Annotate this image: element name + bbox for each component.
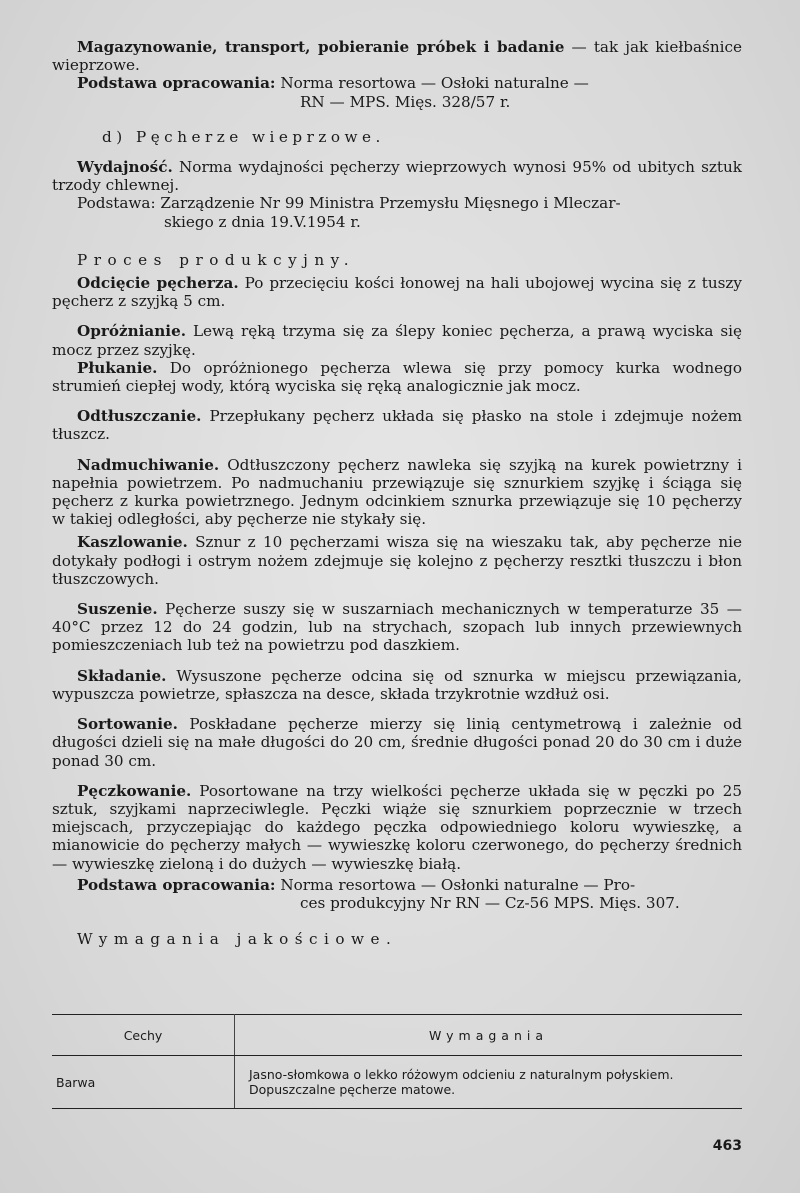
cell-requirement: Jasno-słomkowa o lekko różowym odcieniu z naturalnym połyskiem. Dopuszczalne pęcherze matowe. <box>249 1067 674 1097</box>
process-step-5 <box>52 456 742 529</box>
basis-2-line-b: skiego z dnia 19.V.1954 r. <box>164 212 361 231</box>
process-step-7 <box>52 600 742 655</box>
step-label: Pęczkowanie. <box>77 781 192 800</box>
table-bottom-rule <box>52 1108 742 1109</box>
process-step-8 <box>52 667 742 703</box>
step-text: Wysuszone pęcherze odcina się od sznurka w miejscu przewiązania, wypuszcza powietrze, spłaszcza na desce, składa trzykrotnie wzdłuż osi. <box>52 666 742 703</box>
basis-1-line-a <box>52 74 742 92</box>
cell-feature: Barwa <box>52 1056 235 1109</box>
step-text: Poskładane pęcherze mierzy się linią centymetrową i zależnie od długości dzieli się na małe długości do 20 cm, średnie długości ponad 20 do 30 cm i duże ponad 30 cm. <box>52 715 742 770</box>
step-text: Po przecięciu kości łonowej na hali ubojowej wycina się z tuszy pęcherz z szyjką 5 cm. <box>52 274 742 311</box>
storage-title: Magazynowanie, transport, pobieranie próbek i badanie <box>77 38 565 56</box>
step-text: Pęcherze suszy się w suszarniach mechanicznych w temperaturze 35 — 40°C przez 12 do 24 godzin, lub na strychach, szopach lub innych przewiewnych pomieszczeniach lub też na powietrzu pod daszkiem. <box>52 600 742 655</box>
basis-1-line-b <box>52 93 742 111</box>
step-label: Suszenie. <box>77 600 158 619</box>
storage-paragraph <box>52 38 742 74</box>
step-label: Kaszlowanie. <box>77 533 188 552</box>
yield-text: Norma wydajności pęcherzy wieprzowych wynosi 95% od ubitych sztuk trzody chlewnej. <box>52 158 742 195</box>
section-d-heading: d) Pęcherze wieprzowe. <box>102 127 385 146</box>
basis-3-label: Podstawa opracowania: <box>77 875 276 894</box>
basis-1-text-b: RN — MPS. Mięs. 328/57 r. <box>300 92 511 111</box>
page-content <box>52 38 742 948</box>
quality-heading: Wymagania jakościowe. <box>77 930 398 949</box>
step-label: Płukanie. <box>77 358 158 377</box>
quality-requirements-table <box>52 1014 742 1109</box>
step-label: Nadmuchiwanie. <box>77 455 220 474</box>
header-feature: Cechy <box>52 1015 235 1056</box>
basis-1-text-a: Norma resortowa — Osłoki naturalne — <box>275 74 589 93</box>
process-step-9 <box>52 715 742 770</box>
storage-text: — tak jak kiełbaśnice wieprzowe. <box>52 38 742 75</box>
process-step-4 <box>52 407 742 443</box>
step-text: Sznur z 10 pęcherzami wisza się na wieszaku tak, aby pęcherze nie dotykały podłogi i ostrym nożem zdejmuje się kolejno z pęcherzy resztki tłuszczu i błon tłuszczowych. <box>52 533 742 588</box>
basis-3-line-b: ces produkcyjny Nr RN — Cz-56 MPS. Mięs. 307. <box>300 893 680 912</box>
table-header-row <box>52 1015 742 1056</box>
basis-3-text-a: Norma resortowa — Osłonki naturalne — Pro- <box>275 875 636 894</box>
step-text: Lewą ręką trzyma się za ślepy koniec pęcherza, a prawą wyciska się mocz przez szyjkę. <box>52 322 742 359</box>
step-text: Do opróżnionego pęcherza wlewa się przy pomocy kurka wodnego strumień ciepłej wody, którą wyciska się ręką analogicznie jak mocz. <box>52 358 742 396</box>
step-text: Posortowane na trzy wielkości pęcherze układa się w pęczki po 25 sztuk, szyjkami naprzeciwlegle. Pęczki wiąże się sznurkiem poprzecznie w trzech miejscach, przyczepiając do każdego pęczka odpowiedniego koloru wywieszkę, a mianowicie do pęcherzy małych — wywieszkę koloru czerwonego, do pęcherzy średnich — wywieszkę zieloną i do dużych — wywieszkę białą. <box>52 781 742 873</box>
process-step-6 <box>52 533 742 588</box>
process-step-1 <box>52 274 742 310</box>
step-label: Sortowanie. <box>77 715 178 734</box>
step-label: Opróżnianie. <box>77 322 187 341</box>
step-label: Składanie. <box>77 666 167 685</box>
step-text: Odtłuszczony pęcherz nawleka się szyjką na kurek powietrzny i napełnia powietrzem. Po nadmuchaniu przewiązuje się sznurkiem szyjkę i ściąga się pęcherz z kurka powietrznego. Jednym odcinkiem sznurka przewiązuje się 10 pęcherzy w takiej odległości, aby pęcherze nie stykały się. <box>52 455 742 529</box>
basis-2-line-a: Podstawa: Zarządzenie Nr 99 Ministra Przemysłu Mięsnego i Mleczar- <box>77 194 621 213</box>
step-label: Odtłuszczanie. <box>77 407 202 426</box>
basis-3-line-a <box>52 876 742 894</box>
process-step-3 <box>52 359 742 395</box>
step-text: Przepłukany pęcherz układa się płasko na stole i zdejmuje nożem tłuszcz. <box>52 407 742 444</box>
yield-label: Wydajność. <box>77 158 173 177</box>
step-label: Odcięcie pęcherza. <box>77 274 239 293</box>
page-number: 463 <box>712 1138 742 1154</box>
table-row <box>52 1056 742 1109</box>
process-step-10 <box>52 782 742 873</box>
process-step-2 <box>52 322 742 358</box>
process-heading: Proces produkcyjny. <box>77 250 356 269</box>
basis-1-label: Podstawa opracowania: <box>77 74 276 93</box>
header-requirements: Wymagania <box>235 1015 743 1056</box>
yield-paragraph <box>52 158 742 194</box>
